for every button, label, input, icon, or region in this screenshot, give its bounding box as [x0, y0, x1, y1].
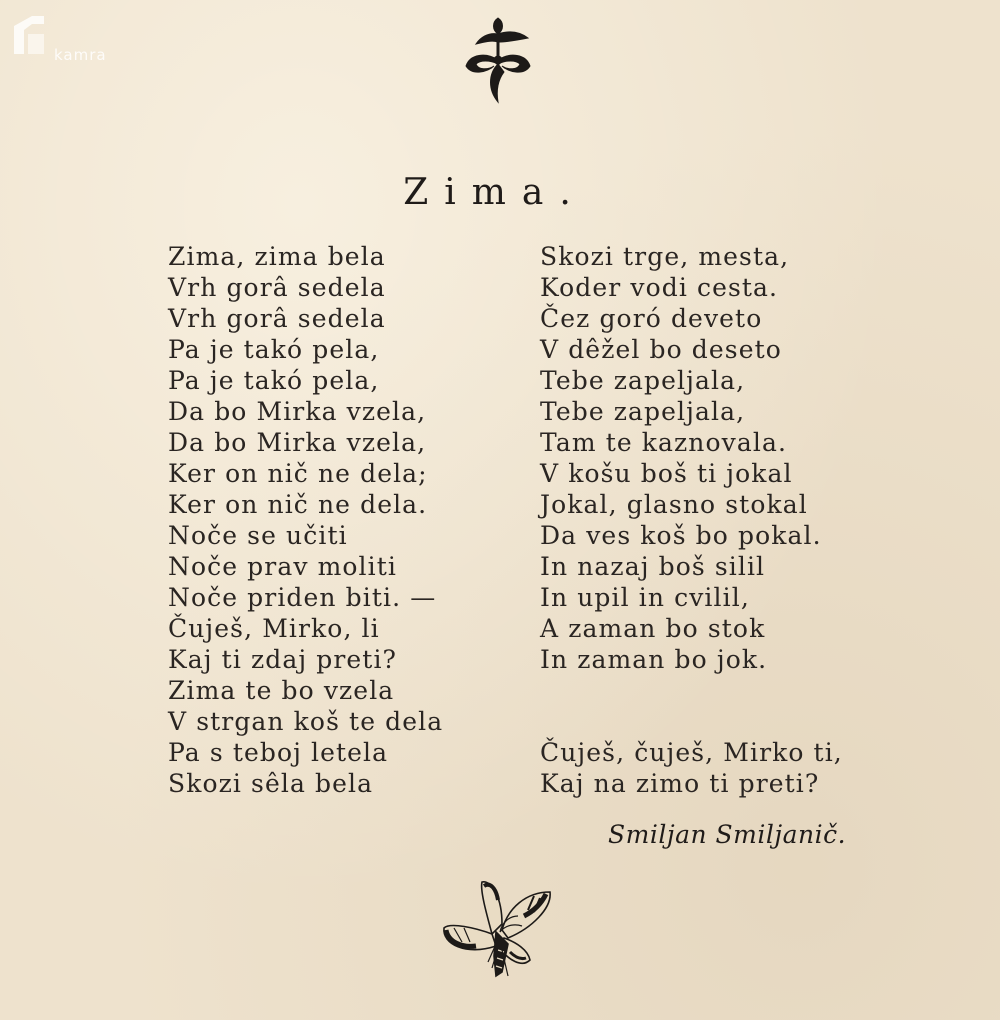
poem-line: Noče prav moliti [168, 552, 397, 581]
poem-line: Da bo Mirka vzela, [168, 397, 427, 426]
poem-line: In nazaj boš silil [540, 552, 766, 581]
poem-line: Noče se učiti [168, 521, 348, 550]
poem-line: Jokal, glasno stokal [540, 490, 808, 519]
poem-line: Čuješ, Mirko, li [168, 614, 380, 643]
poem-line: Tebe zapeljala, [540, 397, 746, 426]
poem-closing-line: Kaj na zimo ti preti? [540, 769, 820, 798]
stanza-gap [540, 675, 880, 737]
poem-line: Ker on nič ne dela; [168, 459, 428, 488]
poem-line: Tebe zapeljala, [540, 366, 746, 395]
poem-line: Koder vodi cesta. [540, 273, 779, 302]
poem-line: In zaman bo jok. [540, 645, 768, 674]
poem-line: In upil in cvilil, [540, 583, 750, 612]
poem-line: Vrh gorâ sedela [168, 273, 386, 302]
poem-line: Zima te bo vzela [168, 676, 395, 705]
kamra-logo-icon [10, 12, 50, 58]
kamra-logo-watermark [10, 12, 120, 62]
poem-line: Pa je takó pela, [168, 366, 380, 395]
poem-line: Vrh gorâ sedela [168, 304, 386, 333]
poem-line: Čez goró deveto [540, 304, 763, 333]
poem-line: V dêžel bo deseto [540, 335, 782, 364]
poem-line: A zaman bo stok [540, 614, 766, 643]
butterfly-icon [436, 872, 556, 987]
poem-line: Kaj ti zdaj preti? [168, 645, 398, 674]
poem-line: Da ves koš bo pokal. [540, 521, 822, 550]
watermark-text: kamra [54, 46, 107, 64]
poem-line: V strgan koš te dela [168, 707, 444, 736]
author-signature: Smiljan Smiljanič. [608, 820, 847, 849]
poem-left-column [168, 241, 508, 799]
poem-line: Skozi sêla bela [168, 769, 374, 798]
poem-line: Ker on nič ne dela. [168, 490, 428, 519]
poem-line: Pa s teboj letela [168, 738, 389, 767]
poem-right-column [540, 241, 880, 799]
poem-line: Skozi trge, mesta, [540, 242, 790, 271]
poem-line: Pa je takó pela, [168, 335, 380, 364]
poem-title: Zima. [403, 172, 587, 213]
poem-closing-line: Čuješ, čuješ, Mirko ti, [540, 738, 843, 767]
floral-ornament-icon [458, 10, 538, 106]
poem-line: Zima, zima bela [168, 242, 386, 271]
poem-line: Da bo Mirka vzela, [168, 428, 427, 457]
poem-line: V košu boš ti jokal [540, 459, 793, 488]
poem-line: Tam te kaznovala. [540, 428, 788, 457]
poem-line: Noče priden biti. — [168, 583, 437, 612]
